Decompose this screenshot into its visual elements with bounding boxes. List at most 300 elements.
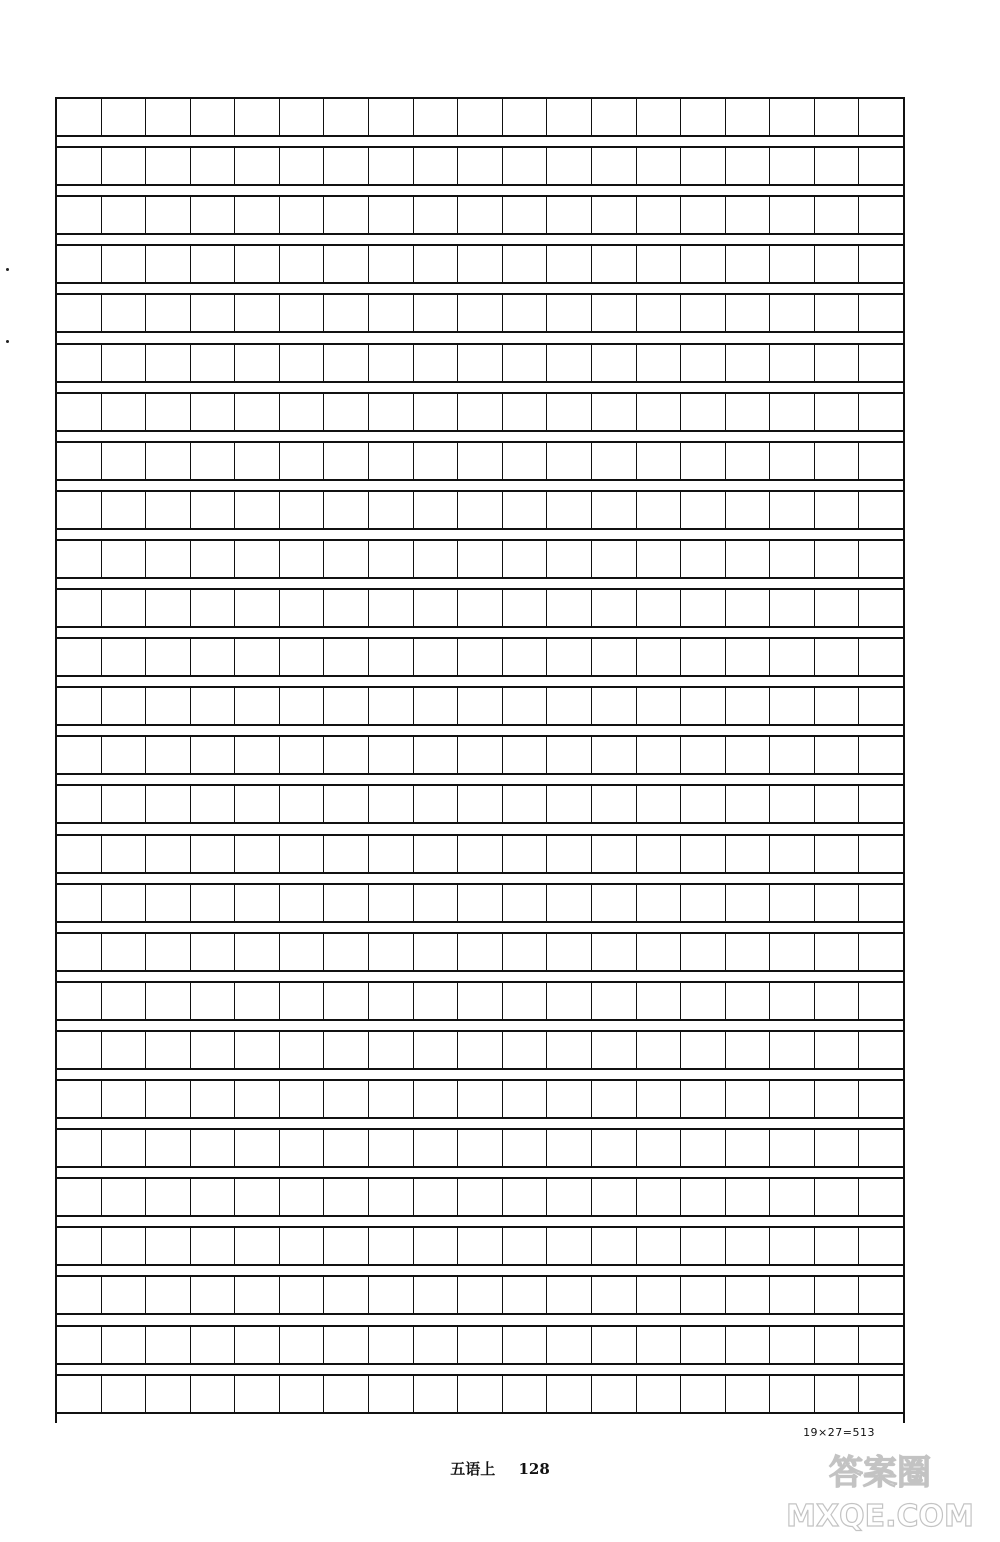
grid-cell[interactable]: [235, 737, 280, 773]
grid-cell[interactable]: [592, 492, 637, 528]
grid-cell[interactable]: [324, 1032, 369, 1068]
grid-cell[interactable]: [815, 541, 860, 577]
grid-cell[interactable]: [503, 737, 548, 773]
grid-cell[interactable]: [146, 394, 191, 430]
grid-cell[interactable]: [146, 1228, 191, 1264]
grid-cell[interactable]: [102, 1179, 147, 1215]
grid-cell[interactable]: [681, 443, 726, 479]
grid-cell[interactable]: [369, 1081, 414, 1117]
grid-cell[interactable]: [815, 885, 860, 921]
grid-cell[interactable]: [815, 836, 860, 872]
grid-cell[interactable]: [57, 541, 102, 577]
grid-cell[interactable]: [815, 443, 860, 479]
grid-cell[interactable]: [191, 295, 236, 331]
grid-cell[interactable]: [815, 639, 860, 675]
grid-cell[interactable]: [324, 983, 369, 1019]
grid-cell[interactable]: [191, 934, 236, 970]
grid-cell[interactable]: [191, 246, 236, 282]
grid-cell[interactable]: [547, 492, 592, 528]
grid-cell[interactable]: [726, 639, 771, 675]
grid-cell[interactable]: [102, 99, 147, 135]
grid-cell[interactable]: [191, 639, 236, 675]
grid-cell[interactable]: [770, 1081, 815, 1117]
grid-cell[interactable]: [726, 197, 771, 233]
grid-cell[interactable]: [235, 345, 280, 381]
grid-cell[interactable]: [324, 246, 369, 282]
grid-cell[interactable]: [369, 1179, 414, 1215]
grid-cell[interactable]: [681, 1228, 726, 1264]
grid-cell[interactable]: [770, 246, 815, 282]
grid-cell[interactable]: [726, 1081, 771, 1117]
grid-cell[interactable]: [503, 1130, 548, 1166]
grid-cell[interactable]: [859, 197, 903, 233]
grid-cell[interactable]: [369, 934, 414, 970]
grid-cell[interactable]: [324, 786, 369, 822]
grid-cell[interactable]: [458, 737, 503, 773]
grid-cell[interactable]: [547, 934, 592, 970]
grid-cell[interactable]: [503, 148, 548, 184]
grid-cell[interactable]: [815, 1277, 860, 1313]
grid-cell[interactable]: [726, 492, 771, 528]
grid-cell[interactable]: [726, 148, 771, 184]
grid-cell[interactable]: [235, 246, 280, 282]
grid-cell[interactable]: [770, 394, 815, 430]
grid-cell[interactable]: [592, 1327, 637, 1363]
grid-cell[interactable]: [458, 639, 503, 675]
grid-cell[interactable]: [592, 934, 637, 970]
grid-cell[interactable]: [369, 639, 414, 675]
grid-cell[interactable]: [235, 983, 280, 1019]
grid-cell[interactable]: [726, 1228, 771, 1264]
grid-cell[interactable]: [547, 836, 592, 872]
grid-cell[interactable]: [102, 1376, 147, 1412]
grid-cell[interactable]: [815, 1228, 860, 1264]
grid-cell[interactable]: [57, 246, 102, 282]
grid-cell[interactable]: [414, 1228, 459, 1264]
grid-cell[interactable]: [280, 1277, 325, 1313]
grid-cell[interactable]: [369, 688, 414, 724]
grid-cell[interactable]: [547, 394, 592, 430]
grid-cell[interactable]: [815, 295, 860, 331]
grid-cell[interactable]: [102, 246, 147, 282]
grid-cell[interactable]: [235, 197, 280, 233]
grid-cell[interactable]: [235, 1228, 280, 1264]
grid-cell[interactable]: [770, 1130, 815, 1166]
grid-cell[interactable]: [681, 836, 726, 872]
grid-cell[interactable]: [280, 836, 325, 872]
grid-cell[interactable]: [146, 345, 191, 381]
grid-cell[interactable]: [324, 836, 369, 872]
grid-cell[interactable]: [280, 639, 325, 675]
grid-cell[interactable]: [235, 934, 280, 970]
grid-cell[interactable]: [859, 885, 903, 921]
grid-cell[interactable]: [102, 492, 147, 528]
grid-cell[interactable]: [146, 246, 191, 282]
grid-cell[interactable]: [102, 1277, 147, 1313]
grid-cell[interactable]: [146, 737, 191, 773]
grid-cell[interactable]: [592, 688, 637, 724]
grid-cell[interactable]: [324, 394, 369, 430]
grid-cell[interactable]: [815, 934, 860, 970]
grid-cell[interactable]: [369, 246, 414, 282]
grid-cell[interactable]: [57, 148, 102, 184]
grid-cell[interactable]: [770, 1376, 815, 1412]
grid-cell[interactable]: [280, 443, 325, 479]
grid-cell[interactable]: [57, 934, 102, 970]
grid-cell[interactable]: [369, 737, 414, 773]
grid-cell[interactable]: [859, 1277, 903, 1313]
grid-cell[interactable]: [369, 786, 414, 822]
grid-cell[interactable]: [102, 934, 147, 970]
grid-cell[interactable]: [191, 492, 236, 528]
grid-cell[interactable]: [815, 737, 860, 773]
grid-cell[interactable]: [235, 1327, 280, 1363]
grid-cell[interactable]: [146, 443, 191, 479]
grid-cell[interactable]: [503, 1032, 548, 1068]
grid-cell[interactable]: [324, 295, 369, 331]
grid-cell[interactable]: [637, 541, 682, 577]
grid-cell[interactable]: [859, 688, 903, 724]
grid-cell[interactable]: [369, 885, 414, 921]
grid-cell[interactable]: [592, 394, 637, 430]
grid-cell[interactable]: [859, 345, 903, 381]
grid-cell[interactable]: [637, 590, 682, 626]
grid-cell[interactable]: [102, 394, 147, 430]
grid-cell[interactable]: [458, 590, 503, 626]
grid-cell[interactable]: [547, 99, 592, 135]
grid-cell[interactable]: [146, 99, 191, 135]
grid-cell[interactable]: [637, 1228, 682, 1264]
grid-cell[interactable]: [637, 1277, 682, 1313]
grid-cell[interactable]: [191, 737, 236, 773]
grid-cell[interactable]: [235, 148, 280, 184]
grid-cell[interactable]: [592, 836, 637, 872]
grid-cell[interactable]: [458, 983, 503, 1019]
grid-cell[interactable]: [458, 1081, 503, 1117]
grid-cell[interactable]: [235, 1032, 280, 1068]
grid-cell[interactable]: [102, 688, 147, 724]
grid-cell[interactable]: [681, 737, 726, 773]
grid-cell[interactable]: [146, 492, 191, 528]
grid-cell[interactable]: [770, 836, 815, 872]
grid-cell[interactable]: [681, 394, 726, 430]
grid-cell[interactable]: [726, 1327, 771, 1363]
grid-cell[interactable]: [146, 590, 191, 626]
grid-cell[interactable]: [859, 934, 903, 970]
grid-cell[interactable]: [592, 99, 637, 135]
grid-cell[interactable]: [726, 1032, 771, 1068]
grid-cell[interactable]: [547, 197, 592, 233]
grid-cell[interactable]: [770, 590, 815, 626]
grid-cell[interactable]: [280, 541, 325, 577]
grid-cell[interactable]: [859, 246, 903, 282]
grid-cell[interactable]: [503, 541, 548, 577]
grid-cell[interactable]: [280, 197, 325, 233]
grid-cell[interactable]: [859, 99, 903, 135]
grid-cell[interactable]: [280, 295, 325, 331]
grid-cell[interactable]: [146, 786, 191, 822]
grid-cell[interactable]: [592, 1228, 637, 1264]
grid-cell[interactable]: [547, 1228, 592, 1264]
grid-cell[interactable]: [146, 639, 191, 675]
grid-cell[interactable]: [637, 1376, 682, 1412]
grid-cell[interactable]: [191, 1228, 236, 1264]
grid-cell[interactable]: [770, 1327, 815, 1363]
grid-cell[interactable]: [726, 737, 771, 773]
grid-cell[interactable]: [458, 786, 503, 822]
grid-cell[interactable]: [191, 1376, 236, 1412]
grid-cell[interactable]: [324, 148, 369, 184]
grid-cell[interactable]: [859, 1179, 903, 1215]
grid-cell[interactable]: [637, 492, 682, 528]
grid-cell[interactable]: [859, 541, 903, 577]
grid-cell[interactable]: [681, 1277, 726, 1313]
grid-cell[interactable]: [102, 541, 147, 577]
grid-cell[interactable]: [102, 1327, 147, 1363]
grid-cell[interactable]: [414, 1179, 459, 1215]
grid-cell[interactable]: [414, 197, 459, 233]
grid-cell[interactable]: [414, 541, 459, 577]
grid-cell[interactable]: [503, 590, 548, 626]
grid-cell[interactable]: [726, 1376, 771, 1412]
grid-cell[interactable]: [726, 885, 771, 921]
grid-cell[interactable]: [102, 786, 147, 822]
grid-cell[interactable]: [369, 197, 414, 233]
grid-cell[interactable]: [726, 394, 771, 430]
grid-cell[interactable]: [57, 443, 102, 479]
grid-cell[interactable]: [458, 345, 503, 381]
grid-cell[interactable]: [369, 1130, 414, 1166]
grid-cell[interactable]: [770, 737, 815, 773]
grid-cell[interactable]: [859, 786, 903, 822]
grid-cell[interactable]: [592, 786, 637, 822]
grid-cell[interactable]: [280, 786, 325, 822]
grid-cell[interactable]: [146, 1032, 191, 1068]
grid-cell[interactable]: [681, 1327, 726, 1363]
grid-cell[interactable]: [458, 394, 503, 430]
grid-cell[interactable]: [146, 541, 191, 577]
grid-cell[interactable]: [770, 197, 815, 233]
grid-cell[interactable]: [815, 246, 860, 282]
grid-cell[interactable]: [57, 345, 102, 381]
grid-cell[interactable]: [280, 885, 325, 921]
grid-cell[interactable]: [503, 99, 548, 135]
grid-cell[interactable]: [146, 197, 191, 233]
grid-cell[interactable]: [191, 1130, 236, 1166]
grid-cell[interactable]: [369, 492, 414, 528]
grid-cell[interactable]: [637, 148, 682, 184]
grid-cell[interactable]: [681, 1032, 726, 1068]
grid-cell[interactable]: [102, 197, 147, 233]
grid-cell[interactable]: [57, 1081, 102, 1117]
grid-cell[interactable]: [57, 836, 102, 872]
grid-cell[interactable]: [503, 639, 548, 675]
grid-cell[interactable]: [458, 246, 503, 282]
grid-cell[interactable]: [503, 197, 548, 233]
grid-cell[interactable]: [503, 885, 548, 921]
grid-cell[interactable]: [414, 688, 459, 724]
grid-cell[interactable]: [503, 246, 548, 282]
grid-cell[interactable]: [146, 1130, 191, 1166]
grid-cell[interactable]: [191, 786, 236, 822]
grid-cell[interactable]: [57, 394, 102, 430]
grid-cell[interactable]: [102, 1081, 147, 1117]
grid-cell[interactable]: [726, 1277, 771, 1313]
grid-cell[interactable]: [458, 443, 503, 479]
grid-cell[interactable]: [770, 295, 815, 331]
grid-cell[interactable]: [235, 836, 280, 872]
grid-cell[interactable]: [369, 1228, 414, 1264]
grid-cell[interactable]: [503, 1179, 548, 1215]
grid-cell[interactable]: [770, 492, 815, 528]
grid-cell[interactable]: [726, 836, 771, 872]
grid-cell[interactable]: [191, 1277, 236, 1313]
grid-cell[interactable]: [146, 1327, 191, 1363]
grid-cell[interactable]: [503, 1376, 548, 1412]
grid-cell[interactable]: [146, 148, 191, 184]
grid-cell[interactable]: [815, 1179, 860, 1215]
grid-cell[interactable]: [770, 934, 815, 970]
grid-cell[interactable]: [191, 1327, 236, 1363]
grid-cell[interactable]: [324, 1376, 369, 1412]
grid-cell[interactable]: [57, 1130, 102, 1166]
grid-cell[interactable]: [102, 443, 147, 479]
grid-cell[interactable]: [547, 737, 592, 773]
grid-cell[interactable]: [191, 197, 236, 233]
grid-cell[interactable]: [191, 590, 236, 626]
grid-cell[interactable]: [770, 148, 815, 184]
grid-cell[interactable]: [414, 1130, 459, 1166]
grid-cell[interactable]: [770, 688, 815, 724]
grid-cell[interactable]: [235, 443, 280, 479]
grid-cell[interactable]: [681, 295, 726, 331]
grid-cell[interactable]: [681, 246, 726, 282]
grid-cell[interactable]: [102, 836, 147, 872]
grid-cell[interactable]: [770, 1032, 815, 1068]
grid-cell[interactable]: [57, 99, 102, 135]
grid-cell[interactable]: [681, 148, 726, 184]
grid-cell[interactable]: [369, 394, 414, 430]
grid-cell[interactable]: [770, 1179, 815, 1215]
grid-cell[interactable]: [324, 934, 369, 970]
grid-cell[interactable]: [146, 688, 191, 724]
grid-cell[interactable]: [770, 1277, 815, 1313]
grid-cell[interactable]: [102, 885, 147, 921]
grid-cell[interactable]: [503, 345, 548, 381]
grid-cell[interactable]: [235, 1376, 280, 1412]
grid-cell[interactable]: [815, 148, 860, 184]
grid-cell[interactable]: [592, 1130, 637, 1166]
grid-cell[interactable]: [815, 786, 860, 822]
grid-cell[interactable]: [191, 983, 236, 1019]
grid-cell[interactable]: [191, 148, 236, 184]
grid-cell[interactable]: [547, 541, 592, 577]
grid-cell[interactable]: [547, 983, 592, 1019]
grid-cell[interactable]: [637, 983, 682, 1019]
grid-cell[interactable]: [592, 295, 637, 331]
grid-cell[interactable]: [503, 295, 548, 331]
grid-cell[interactable]: [815, 394, 860, 430]
grid-cell[interactable]: [726, 934, 771, 970]
grid-cell[interactable]: [369, 983, 414, 1019]
grid-cell[interactable]: [57, 1376, 102, 1412]
grid-cell[interactable]: [369, 99, 414, 135]
grid-cell[interactable]: [503, 492, 548, 528]
grid-cell[interactable]: [280, 99, 325, 135]
grid-cell[interactable]: [280, 246, 325, 282]
grid-cell[interactable]: [458, 197, 503, 233]
grid-cell[interactable]: [681, 639, 726, 675]
grid-cell[interactable]: [637, 1179, 682, 1215]
grid-cell[interactable]: [369, 148, 414, 184]
grid-cell[interactable]: [458, 295, 503, 331]
grid-cell[interactable]: [637, 295, 682, 331]
grid-cell[interactable]: [146, 836, 191, 872]
grid-cell[interactable]: [235, 885, 280, 921]
grid-cell[interactable]: [369, 443, 414, 479]
grid-cell[interactable]: [547, 443, 592, 479]
grid-cell[interactable]: [414, 148, 459, 184]
grid-cell[interactable]: [414, 295, 459, 331]
grid-cell[interactable]: [547, 1032, 592, 1068]
grid-cell[interactable]: [458, 1032, 503, 1068]
grid-cell[interactable]: [369, 1327, 414, 1363]
grid-cell[interactable]: [592, 639, 637, 675]
grid-cell[interactable]: [146, 934, 191, 970]
grid-cell[interactable]: [414, 1032, 459, 1068]
grid-cell[interactable]: [547, 148, 592, 184]
grid-cell[interactable]: [146, 295, 191, 331]
grid-cell[interactable]: [146, 1376, 191, 1412]
grid-cell[interactable]: [235, 99, 280, 135]
grid-cell[interactable]: [503, 1228, 548, 1264]
grid-cell[interactable]: [102, 1130, 147, 1166]
grid-cell[interactable]: [637, 836, 682, 872]
grid-cell[interactable]: [681, 983, 726, 1019]
grid-cell[interactable]: [414, 1277, 459, 1313]
grid-cell[interactable]: [859, 1327, 903, 1363]
grid-cell[interactable]: [191, 394, 236, 430]
grid-cell[interactable]: [637, 737, 682, 773]
grid-cell[interactable]: [859, 1228, 903, 1264]
grid-cell[interactable]: [280, 1179, 325, 1215]
grid-cell[interactable]: [191, 1179, 236, 1215]
grid-cell[interactable]: [57, 786, 102, 822]
grid-cell[interactable]: [191, 1081, 236, 1117]
grid-cell[interactable]: [414, 99, 459, 135]
grid-cell[interactable]: [547, 688, 592, 724]
grid-cell[interactable]: [414, 786, 459, 822]
grid-cell[interactable]: [102, 1032, 147, 1068]
grid-cell[interactable]: [414, 1327, 459, 1363]
grid-cell[interactable]: [681, 688, 726, 724]
grid-cell[interactable]: [770, 345, 815, 381]
grid-cell[interactable]: [146, 1179, 191, 1215]
grid-cell[interactable]: [637, 639, 682, 675]
grid-cell[interactable]: [235, 1277, 280, 1313]
grid-cell[interactable]: [726, 1179, 771, 1215]
grid-cell[interactable]: [503, 394, 548, 430]
grid-cell[interactable]: [592, 541, 637, 577]
grid-cell[interactable]: [414, 885, 459, 921]
grid-cell[interactable]: [592, 1376, 637, 1412]
grid-cell[interactable]: [280, 345, 325, 381]
grid-cell[interactable]: [458, 541, 503, 577]
grid-cell[interactable]: [815, 197, 860, 233]
grid-cell[interactable]: [102, 639, 147, 675]
grid-cell[interactable]: [414, 492, 459, 528]
grid-cell[interactable]: [726, 983, 771, 1019]
